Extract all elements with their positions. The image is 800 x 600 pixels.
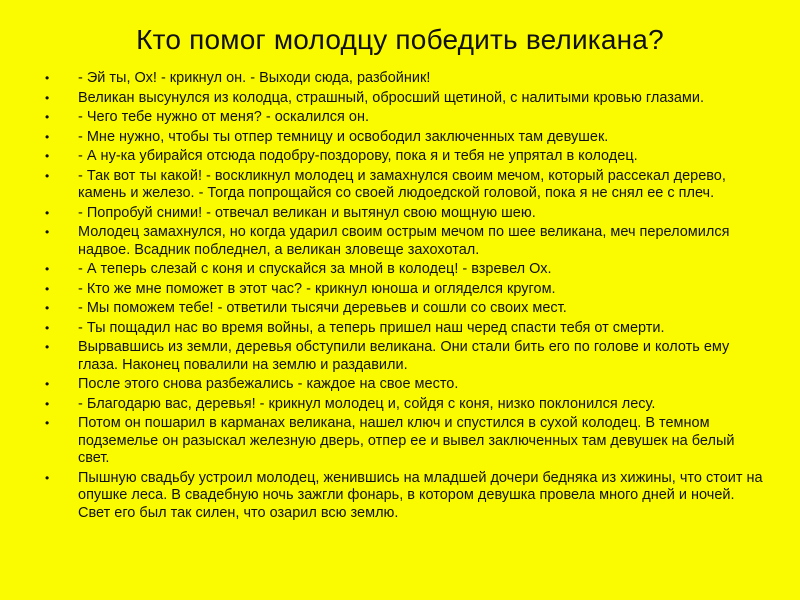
bullet-text: - Эй ты, Ох! - крикнул он. - Выходи сюда, разбойник! (78, 70, 431, 86)
bullet-text: - Чего тебе нужно от меня? - оскалился он. (78, 109, 370, 125)
bullet-dot-icon: • (45, 225, 50, 239)
bullet-item (45, 90, 765, 108)
bullet-item (45, 109, 765, 127)
bullet-dot-icon: • (45, 205, 50, 220)
bullet-item (45, 281, 765, 299)
bullet-text: - Так вот ты какой! - воскликнул молодец и замахнулся своим мечом, который рассекал дерево, камень и железо. - Тогда попрощайся со своей людоедской головой, пока я не снял ее с плеч. (78, 167, 726, 201)
bullet-dot-icon: • (45, 320, 50, 335)
bullet-dot-icon: • (45, 470, 50, 485)
bullet-item (45, 376, 765, 394)
bullet-text: - Мне нужно, чтобы ты отпер темницу и освободил заключенных там девушек. (78, 128, 609, 145)
bullet-text: После этого снова разбежались - каждое на свое место. (78, 376, 459, 392)
bullet-text: - Попробуй сними! - отвечал великан и вытянул свою мощную шею. (78, 204, 536, 221)
bullet-item (45, 470, 765, 523)
bullet-item (45, 129, 765, 147)
bullet-list (45, 70, 765, 524)
bullet-dot-icon: • (45, 281, 50, 296)
bullet-item (45, 339, 765, 374)
bullet-dot-icon: • (45, 149, 50, 163)
bullet-item (45, 320, 765, 338)
bullet-text: Вырвавшись из земли, деревья обступили великана. Они стали бить его по голове и колоть ему глаза. Наконец повалили на землю и раздавили. (78, 339, 730, 373)
bullet-text: Молодец замахнулся, но когда ударил своим острым мечом по шее великана, меч переломился надвое. Всадник побледнел, а великан зловеще захохотал. (78, 224, 730, 258)
bullet-item (45, 168, 765, 203)
bullet-dot-icon: • (45, 262, 50, 276)
bullet-item (45, 261, 765, 279)
slide-title: Кто помог молодцу победить великана? (136, 24, 664, 55)
bullet-dot-icon: • (45, 301, 50, 315)
bullet-item (45, 396, 765, 414)
bullet-item (45, 224, 765, 259)
bullet-dot-icon: • (45, 396, 50, 411)
bullet-item (45, 300, 765, 318)
bullet-text: - Кто же мне поможет в этот час? - крикнул юноша и огляделся кругом. (78, 280, 556, 297)
bullet-dot-icon: • (45, 416, 50, 430)
bullet-dot-icon: • (45, 90, 50, 105)
bullet-dot-icon: • (45, 377, 50, 391)
bullet-dot-icon: • (45, 129, 50, 144)
bullet-dot-icon: • (45, 71, 50, 85)
bullet-text: Потом он пошарил в карманах великана, нашел ключ и спустился в сухой колодец. В темном подземелье он разыскал железную дверь, отпер ее и вывел заключенных там девушек на белый свет. (78, 415, 735, 466)
bullet-text: - А теперь слезай с коня и спускайся за мной в колодец! - взревел Ох. (78, 261, 552, 277)
bullet-text: - Благодарю вас, деревья! - крикнул молодец и, сойдя с коня, низко поклонился лесу. (78, 395, 656, 412)
bullet-dot-icon: • (45, 168, 50, 183)
bullet-item (45, 415, 765, 468)
bullet-dot-icon: • (45, 340, 50, 354)
bullet-item (45, 205, 765, 223)
bullet-text: - Ты пощадил нас во время войны, а теперь пришел наш черед спасти тебя от смерти. (78, 319, 665, 336)
bullet-item (45, 148, 765, 166)
bullet-text: - Мы поможем тебе! - ответили тысячи деревьев и сошли со своих мест. (78, 300, 567, 316)
bullet-dot-icon: • (45, 110, 50, 124)
bullet-text: - А ну-ка убирайся отсюда подобру-поздорову, пока я и тебя не упрятал в колодец. (78, 148, 638, 164)
bullet-item (45, 70, 765, 88)
bullet-text: Пышную свадьбу устроил молодец, женившись на младшей дочери бедняка из хижины, что стоит на опушке леса. В свадебную ночь зажгли фонарь, в котором девушка провела много дней и ночей. Свет его был так силен, что озарил всю землю. (78, 469, 763, 521)
bullet-text: Великан высунулся из колодца, страшный, обросший щетиной, с налитыми кровью глазами. (78, 89, 705, 106)
